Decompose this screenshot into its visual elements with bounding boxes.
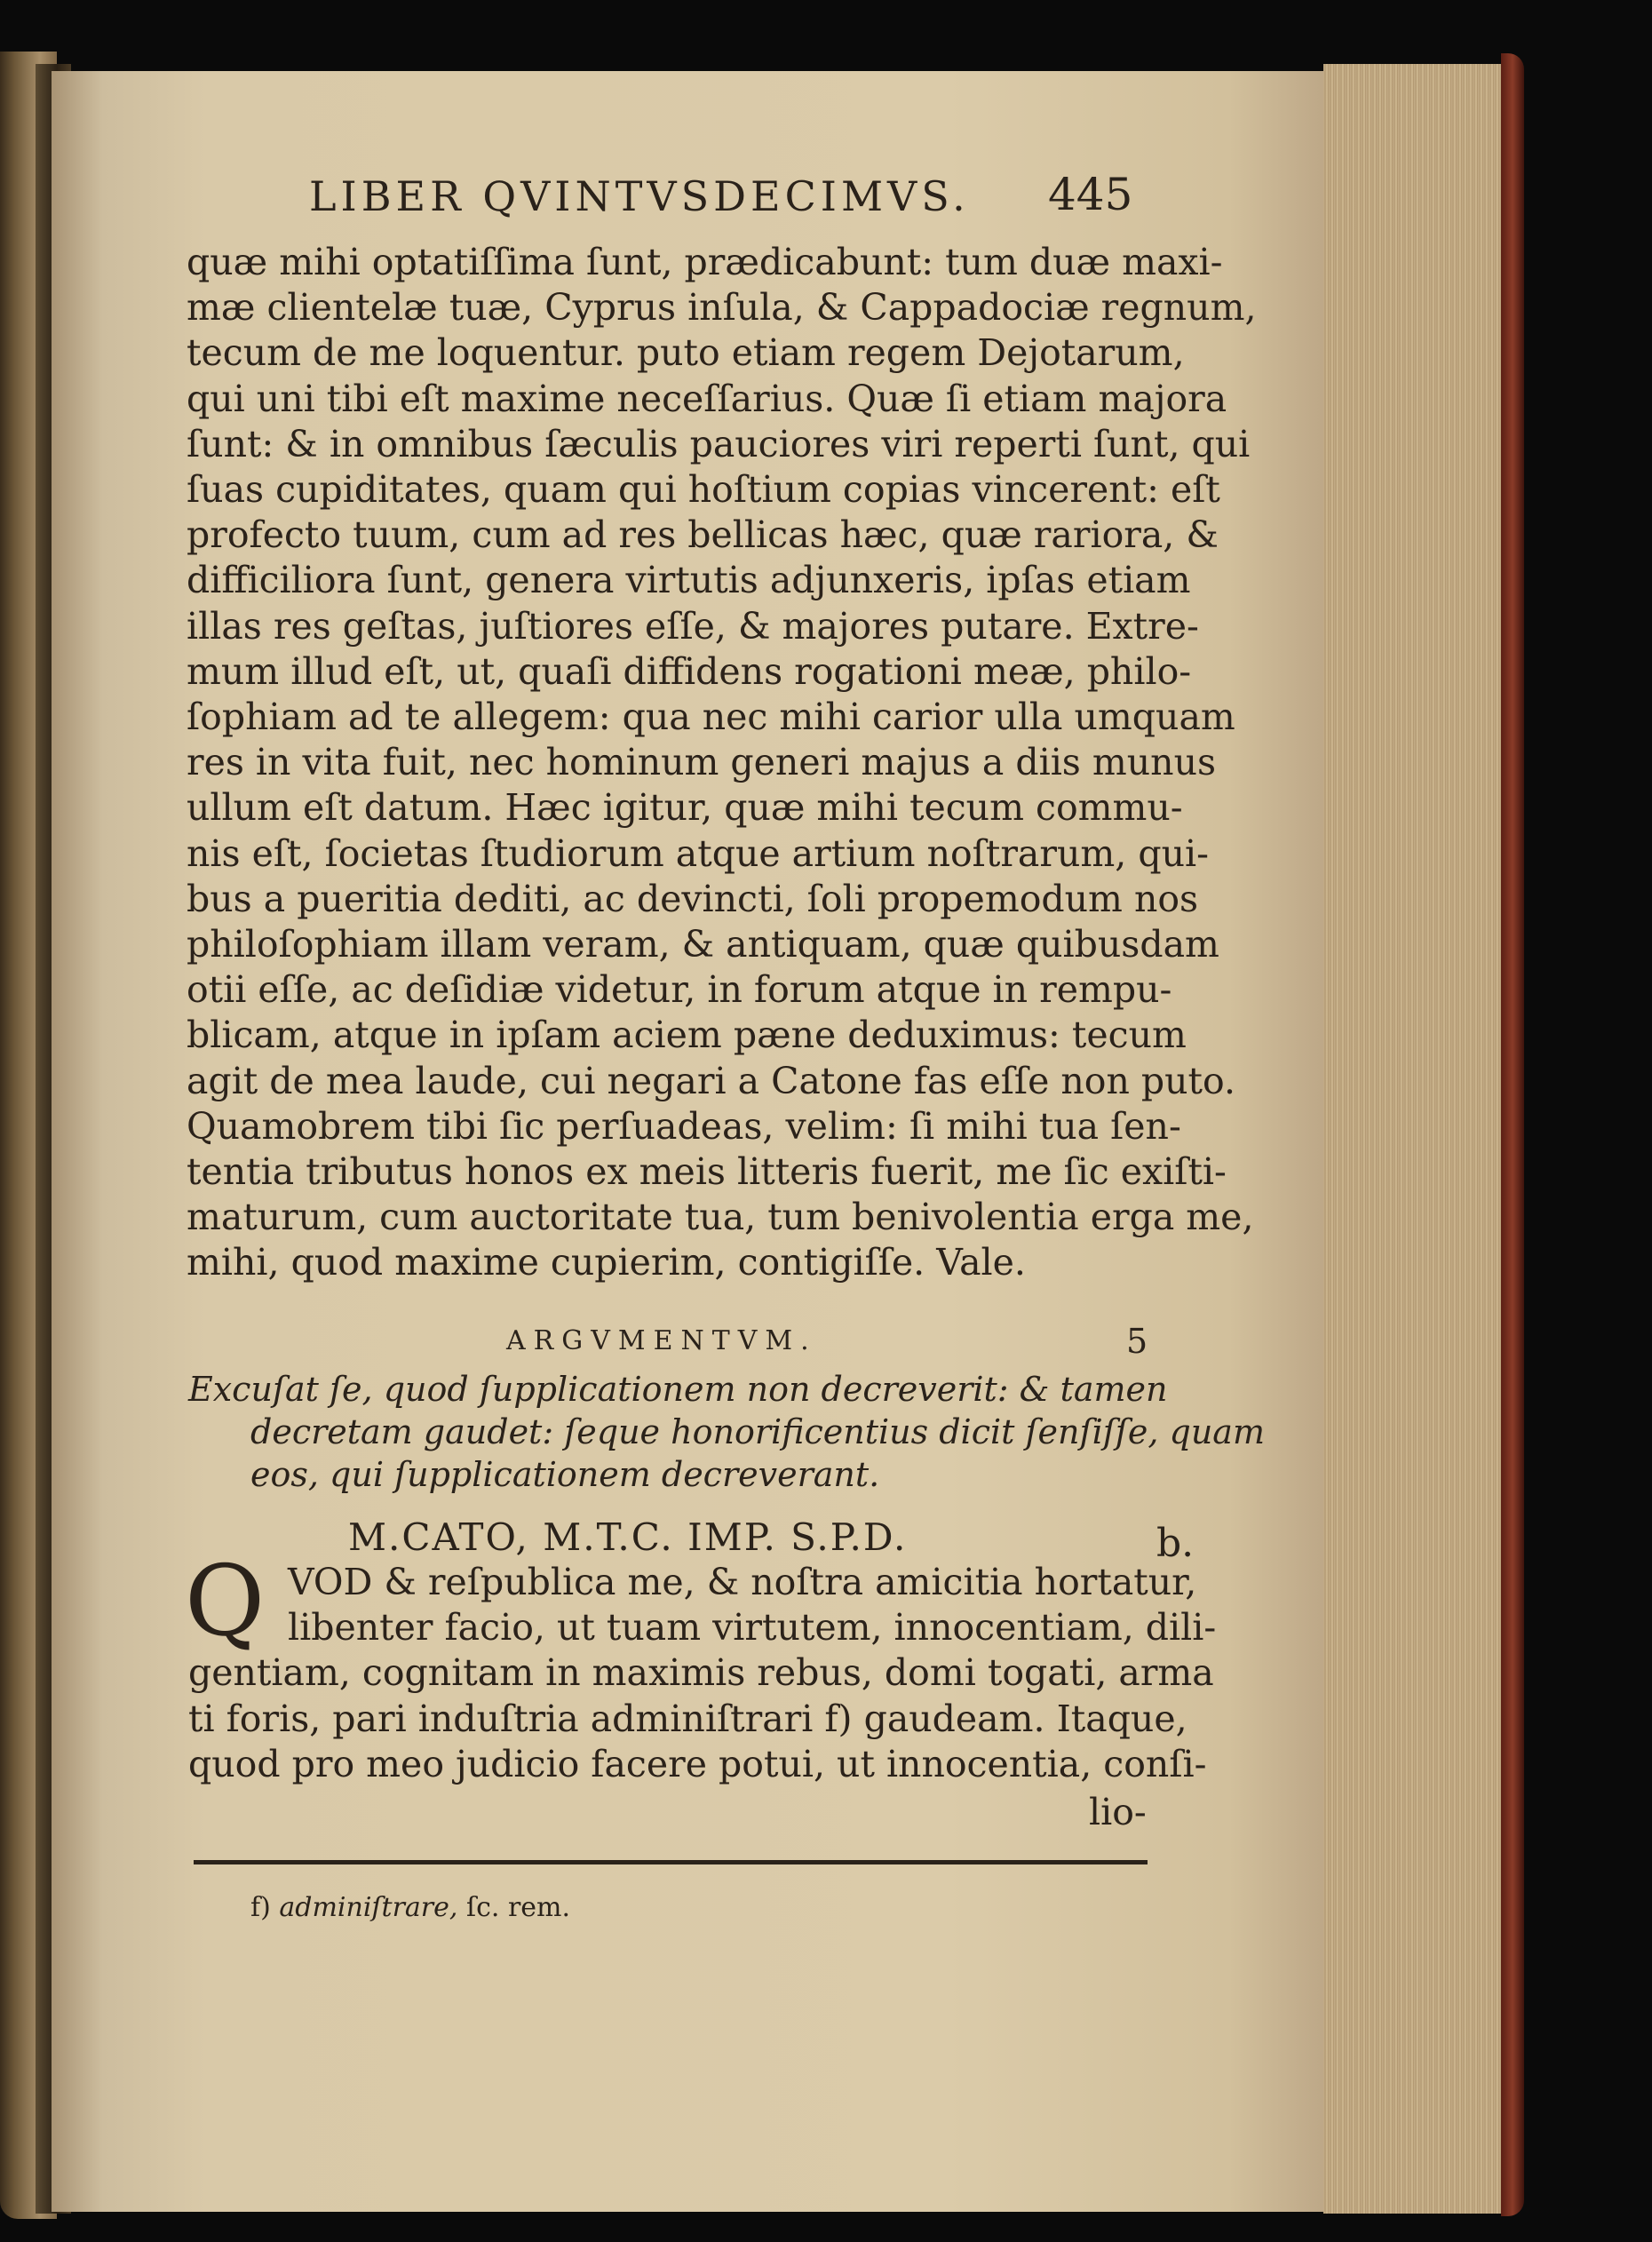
text-line: bus a pueritia dediti, ac devincti, ſoli propemodum nos [187, 877, 1199, 920]
letter-line: VOD & reſpublica me, & noſtra amicitia hortatur, [288, 1561, 1197, 1603]
text-line: tentia tributus honos ex meis litteris fuerit, me ſic exiſti- [187, 1150, 1227, 1194]
text-line: ſunt: & in omnibus ſæculis pauciores viri reperti ſunt, qui [187, 422, 1251, 465]
text-line: maturum, cum auctoritate tua, tum benivolentia erga me, [187, 1196, 1254, 1239]
text-line: ullum eſt datum. Hæc igitur, quæ mihi tecum commu- [187, 786, 1183, 830]
text-line: tecum de me loquentur. puto etiam regem Dejotarum, [187, 331, 1185, 375]
text-line: nis eſt, ſocietas ſtudiorum atque artium noſtrarum, qui- [187, 831, 1209, 875]
drop-cap: Q [185, 1544, 266, 1658]
letter-line: gentiam, cognitam in maximis rebus, domi togati, arma [188, 1651, 1214, 1695]
text-line: quæ mihi optatiſſima ſunt, prædicabunt: tum duæ maxi- [187, 241, 1223, 283]
body-text [187, 240, 1257, 1286]
text-line: res in vita fuit, nec hominum generi majus a diis munus [187, 741, 1217, 784]
letter-line: quod pro meo judicio facere potui, ut innocentia, conſi- [188, 1742, 1207, 1785]
footnote-marker: f) [250, 1892, 271, 1923]
argument-line: Excuſat ſe, quod ſupplicationem non decreverit: & tamen [188, 1370, 1168, 1409]
text-line: mum illud eſt, ut, quaſi diffidens rogationi meæ, philo- [187, 649, 1192, 693]
catchword: lio- [1089, 1791, 1147, 1833]
argument-heading: ARGVMENTVM. [506, 1325, 817, 1356]
margin-mark: b. [1156, 1521, 1195, 1566]
text-line: illas res geſtas, juſtiores eſſe, & majores putare. Extre- [187, 604, 1199, 648]
letter-line: libenter facio, ut tuam virtutem, innocentiam, dili- [288, 1606, 1217, 1650]
text-line: otii eſſe, ac deſidiæ videtur, in forum atque in rempu- [187, 968, 1172, 1012]
text-line: difficiliora ſunt, genera virtutis adjunxeris, ipſas etiam [187, 559, 1191, 602]
text-line: agit de mea laude, cui negari a Catone fas eſſe non puto. [187, 1059, 1236, 1102]
letter-line: ti foris, pari induſtria adminiſtrari f) gaudeam. Itaque, [188, 1697, 1187, 1740]
argument-line: eos, qui ſupplicationem decreverant. [250, 1455, 880, 1494]
footnote [250, 1892, 570, 1923]
running-head-title: LIBER QVINTVSDECIMVS. [309, 172, 970, 220]
argument-summary [188, 1368, 1265, 1496]
text-line: mihi, quod maxime cupierim, contigiſſe. Vale. [187, 1241, 1026, 1284]
footnote-rule [194, 1860, 1148, 1864]
letter-text [188, 1560, 1217, 1787]
text-line: ſuas cupiditates, quam qui hoſtium copias vincerent: eſt [187, 468, 1220, 512]
text-line: Quamobrem tibi ſic perſuadeas, velim: ſi mihi tua ſen- [187, 1104, 1181, 1148]
text-line: ſophiam ad te allegem: qua nec mihi carior ulla umquam [187, 696, 1235, 739]
page-number: 445 [1048, 169, 1133, 220]
margin-line-number: 5 [1126, 1322, 1148, 1361]
text-line: profecto tuum, cum ad res bellicas hæc, quæ rariora, & [187, 513, 1219, 557]
text-line: qui uni tibi eſt maxime neceſſarius. Quæ ſi etiam majora [187, 377, 1227, 420]
text-line: blicam, atque in ipſam aciem pæne deduximus: tecum [187, 1014, 1187, 1057]
footnote-term: adminiſtrare, [279, 1892, 458, 1923]
letter-salutation: M.CATO, M.T.C. IMP. S.P.D. [348, 1515, 908, 1559]
running-head [0, 169, 1652, 231]
argument-line: decretam gaudet: ſeque honorificentius dicit ſenſiſſe, quam [250, 1412, 1265, 1451]
text-line: philoſophiam illam veram, & antiquam, quæ quibusdam [187, 923, 1219, 966]
text-line: mæ clientelæ tuæ, Cyprus inſula, & Cappadociæ regnum, [187, 286, 1257, 330]
footnote-gloss: ſc. rem. [465, 1892, 571, 1923]
